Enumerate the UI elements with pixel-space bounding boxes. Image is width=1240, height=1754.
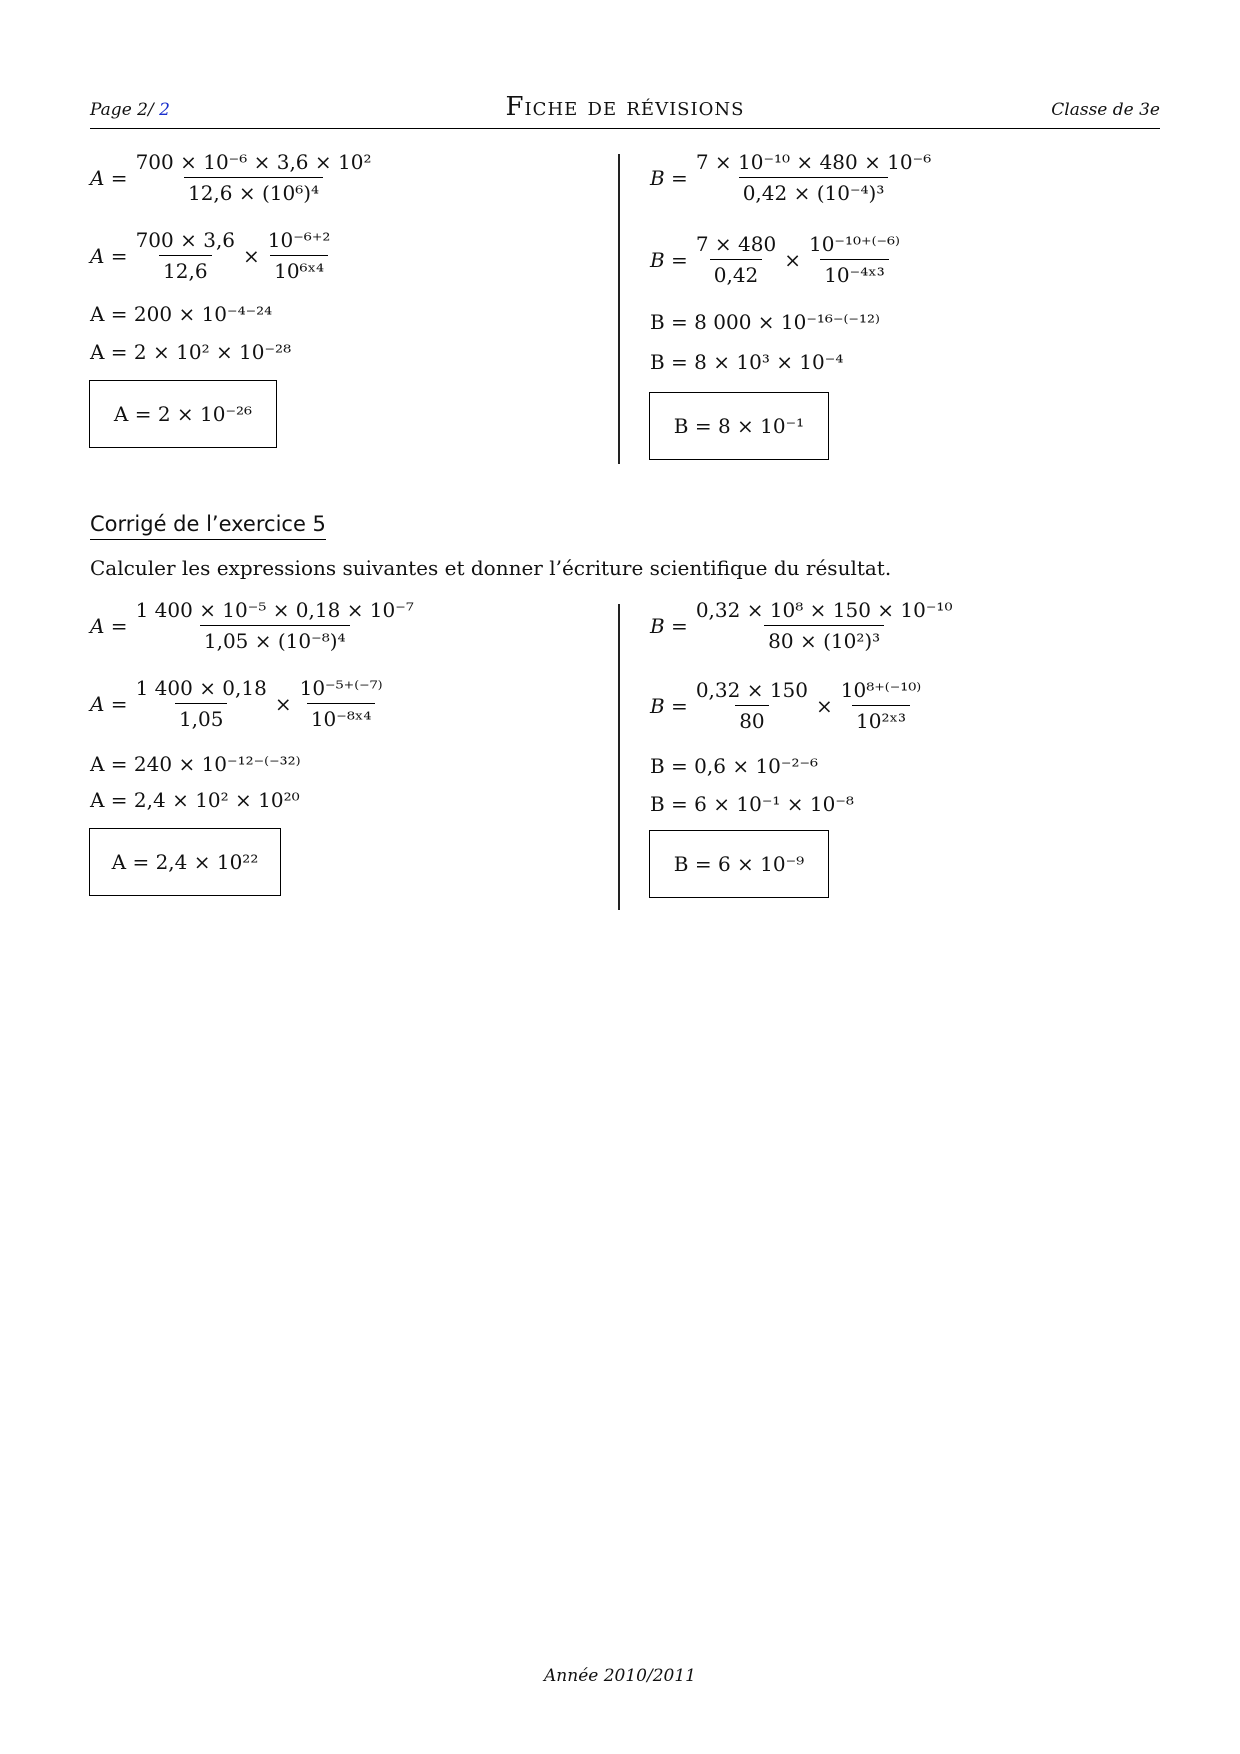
fraction: $\frac{\text{0,32 × 10⁸ × 150 × 10⁻¹⁰}}{\text{80 × (10²)³}}$ xyxy=(695,598,953,653)
fraction: $\frac{7 \times 480}{0,42}$ xyxy=(695,232,777,287)
page-total-link[interactable]: 2 xyxy=(159,100,170,120)
page-number: Page 2/ 2 xyxy=(90,100,170,120)
document-title: Fiche de révisions xyxy=(505,92,745,122)
page-footer: Année 2010/2011 xyxy=(544,1666,696,1686)
ex4-a-result: A = 2 × 10⁻²⁶ xyxy=(89,380,277,448)
ex4-a-line-2: A = $\frac{700 \times 3,6}{12,6}$ × $\frac{\text{10⁻⁶⁺²}}{\text{10⁶ˣ⁴}}$ xyxy=(90,228,338,283)
fraction: $\frac{1 400 \times 0,18}{1,05}$ xyxy=(135,676,267,731)
ex4-b-line-1: B = $\frac{\text{7 × 10⁻¹⁰ × 480 × 10⁻⁶}}{\text{0,42 × (10⁻⁴)³}}$ xyxy=(650,150,939,205)
ex5-b-line-3: B = 0,6 × 10⁻²⁻⁶ xyxy=(650,754,819,778)
ex5-a-line-3: A = 240 × 10⁻¹²⁻⁽⁻³²⁾ xyxy=(90,752,301,776)
ex5-a-line-1: A = $\frac{\text{1 400 × 10⁻⁵ × 0,18 × 10⁻⁷}}{\text{1,05 × (10⁻⁸)⁴}}$ xyxy=(90,598,422,653)
fraction: $\frac{\text{10⁻⁵⁺⁽⁻⁷⁾}}{\text{10⁻⁸ˣ⁴}}$ xyxy=(299,676,383,731)
ex5-a-line-2: A = $\frac{1 400 \times 0,18}{1,05}$ × $\frac{\text{10⁻⁵⁺⁽⁻⁷⁾}}{\text{10⁻⁸ˣ⁴}}$ xyxy=(90,676,391,731)
ex4-b-line-2: B = $\frac{7 \times 480}{0,42}$ × $\frac{\text{10⁻¹⁰⁺⁽⁻⁶⁾}}{\text{10⁻⁴ˣ³}}$ xyxy=(650,232,908,287)
ex4-a-line-1: A = $\frac{\text{700 × 10⁻⁶ × 3,6 × 10²}}{\text{12,6 × (10⁶)⁴}}$ xyxy=(90,150,379,205)
ex5-b-result: B = 6 × 10⁻⁹ xyxy=(649,830,829,898)
column-separator xyxy=(618,604,620,910)
fraction: $\frac{0,32 \times 150}{80}$ xyxy=(695,678,809,733)
ex5-b-line-1: B = $\frac{\text{0,32 × 10⁸ × 150 × 10⁻¹⁰}}{\text{80 × (10²)³}}$ xyxy=(650,598,960,653)
page-header xyxy=(90,92,1160,129)
ex5-b-line-2: B = $\frac{0,32 \times 150}{80}$ × $\frac{\text{10⁸⁺⁽⁻¹⁰⁾}}{\text{10²ˣ³}}$ xyxy=(650,678,929,733)
fraction: $\frac{\text{10⁻⁶⁺²}}{\text{10⁶ˣ⁴}}$ xyxy=(267,228,331,283)
fraction: $\frac{700 \times 3,6}{12,6}$ xyxy=(135,228,236,283)
ex4-b-line-3: B = 8 000 × 10⁻¹⁶⁻⁽⁻¹²⁾ xyxy=(650,310,880,334)
fraction: $\frac{\text{10⁻¹⁰⁺⁽⁻⁶⁾}}{\text{10⁻⁴ˣ³}}$ xyxy=(808,232,900,287)
ex5-b-line-4: B = 6 × 10⁻¹ × 10⁻⁸ xyxy=(650,792,854,816)
fraction: $\frac{\text{700 × 10⁻⁶ × 3,6 × 10²}}{\text{12,6 × (10⁶)⁴}}$ xyxy=(135,150,372,205)
exercise-instruction: Calculer les expressions suivantes et donner l’écriture scientifique du résultat. xyxy=(90,556,892,580)
fraction: $\frac{\text{10⁸⁺⁽⁻¹⁰⁾}}{\text{10²ˣ³}}$ xyxy=(840,678,922,733)
class-label: Classe de 3e xyxy=(1051,100,1160,120)
fraction: $\frac{\text{7 × 10⁻¹⁰ × 480 × 10⁻⁶}}{\text{0,42 × (10⁻⁴)³}}$ xyxy=(695,150,932,205)
ex4-b-line-4: B = 8 × 10³ × 10⁻⁴ xyxy=(650,350,844,374)
ex4-b-result: B = 8 × 10⁻¹ xyxy=(649,392,829,460)
ex4-a-line-4: A = 2 × 10² × 10⁻²⁸ xyxy=(90,340,292,364)
ex4-a-line-3: A = 200 × 10⁻⁴⁻²⁴ xyxy=(90,302,273,326)
fraction: $\frac{\text{1 400 × 10⁻⁵ × 0,18 × 10⁻⁷}}{\text{1,05 × (10⁻⁸)⁴}}$ xyxy=(135,598,414,653)
column-separator xyxy=(618,154,620,464)
ex5-a-result: A = 2,4 × 10²² xyxy=(89,828,281,896)
section-title: Corrigé de l’exercice 5 xyxy=(90,512,326,540)
ex5-a-line-4: A = 2,4 × 10² × 10²⁰ xyxy=(90,788,300,812)
